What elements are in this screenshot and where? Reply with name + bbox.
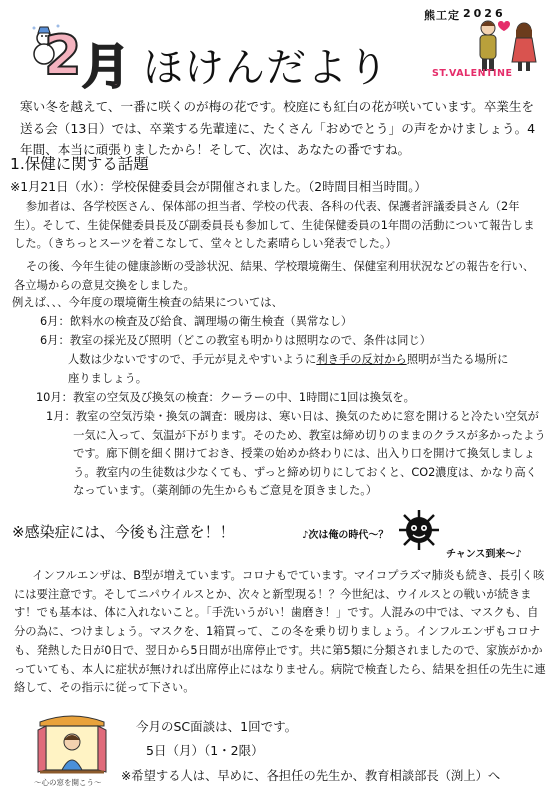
sc-interview-date: 5日（月）（1・2限） [146, 743, 264, 758]
item-jan-air: 1月：教室の空気汚染・換気の調査：暖房は、寒い日は、換気のために窓を開けると冷たい空気が一気に入って、気温が下がります。そのため、教室は締め切りのままのクラスが多かったようです。廊下側を細く開けておき、授業の始めか終わりには、出入り口を開けて換気しましょう。教室内の生徒数は少なくても、ずっと締め切りにしておくと、CO2濃度は、かなり高くなっています。（薬剤師の先生からもご意見を頂きました。） [46, 410, 546, 498]
valentine-label: ST.VALENTINE [432, 68, 513, 79]
item-lighting-note: 人数は少ないですので、手元が見えやすいように利き手の反対から照明が当たる場所に [68, 353, 509, 366]
year-label: 2026 [463, 7, 506, 20]
month-number: 2 [44, 24, 82, 87]
couple-illustration-icon [464, 16, 548, 72]
sc-interview-note: ※希望する人は、早めに、各担任の先生か、教育相談部長（渕上）へ [121, 769, 501, 783]
sc-interview-count: 今月のSC面談は、1回です。 [136, 719, 298, 734]
participants-paragraph: 参加者は、各学校医さん、保体部の担当者、学校の代表、各科の代表、保護者評議委員さん（2年生）。そして、生徒保健委員長及び副委員長も参加して、生徒保健委員の1年間の活動について報告しました。（きちっとスーツを着こなして、堂々とした素晴らしい発表でした。） [14, 200, 535, 251]
item-june-lighting: 6月：教室の採光及び照明（どこの教室も明かりは照明なので、条件は同じ） [40, 334, 432, 347]
page-title: ほけんだより [143, 45, 389, 91]
month-badge [30, 22, 140, 95]
school-label: 熊工定 [424, 9, 460, 22]
window-caption: 〜心の窓を開こう〜 [34, 778, 102, 787]
section1-heading: 1.保健に関する話題 [10, 155, 149, 173]
item-oct-air: 10月：教室の空気及び換気の検査：クーラーの中、1時間に1回は換気を。 [36, 391, 415, 404]
report-paragraph: その後、今年生徒の健康診断の受診状況、結果、学校環境衛生、保健室利用状況などの報告を行い、各立場からの意見交換をしました。 [14, 260, 535, 292]
virus-chance-text: チャンス到来〜♪ [446, 549, 522, 560]
item-lighting-note-end: 座りましょう。 [68, 372, 148, 385]
opposite-hand-text: 利き手の反対から [316, 353, 407, 366]
virus-icon [396, 508, 442, 552]
section2-heading: ※感染症には、今後も注意を！！ [12, 523, 235, 541]
open-window-icon [36, 714, 108, 776]
infection-paragraph: インフルエンザは、B型が増えています。コロナもでています。マイコプラズマ肺炎も続き、長引く咳には要注意です。そしてニパウイルスとか、次々と新型現る！？今世紀は、ウイルスとの戦いが続きます！でも基本は、体に入れないこと。「手洗いうがい！歯磨き！」です。人混みの中では、マスクも、自分の為に、つけましょう。マスクを、1箱買って、この冬を乗り切りましょう。インフルエンザもコロナも、発熱した日が0日で、翌日から5日間が出席停止です。共に第5類に分類されましたので、家族がかかっていても、本人に症状が無ければ出席停止にはなりません。病院で検査したら、結果を担任の先生に連絡して、その指示に従って下さい。 [14, 569, 546, 695]
item-june-water: 6月：飲料水の検査及び給食、調理場の衛生検査（異常なし） [40, 315, 353, 328]
meeting-date-line: ※1月21日（水）：学校保健委員会が開催されました。（2時間目相当時間。） [10, 180, 427, 194]
virus-speech-bubble: ♪次は俺の時代〜？ [302, 530, 389, 541]
example-intro: 例えば、、、今年度の環境衛生検査の結果については、 [12, 296, 283, 309]
month-kanji: 月 [82, 39, 131, 95]
intro-paragraph: 寒い冬を越えて、一番に咲くのが梅の花です。校庭にも紅白の花が咲いています。卒業生を送る会（13日）では、卒業する先輩達に、たくさん「おめでとう」の声をかけましょう。4年間、本当に頑張りましたから！そして、次は、あなたの番ですね。 [20, 99, 536, 157]
